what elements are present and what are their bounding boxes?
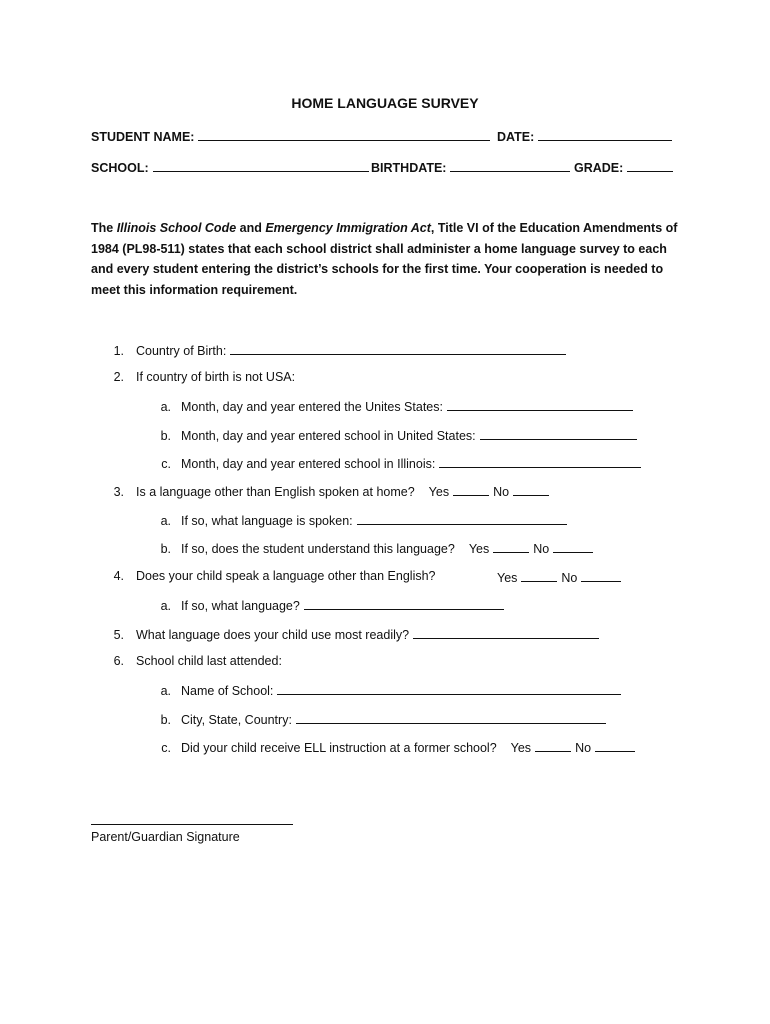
q3-no-field[interactable] — [513, 483, 549, 496]
child-language-field[interactable] — [304, 597, 504, 610]
question-3 — [100, 483, 549, 499]
question-4a — [155, 597, 504, 613]
intro-text-2: and — [236, 221, 266, 235]
question-letter: c. — [161, 741, 171, 755]
question-2a — [155, 398, 633, 414]
q6c-no-field[interactable] — [595, 739, 635, 752]
last-school-name-field[interactable] — [277, 682, 621, 695]
student-name-field[interactable] — [198, 128, 490, 141]
no-label: No — [561, 571, 578, 585]
question-letter: a. — [160, 599, 171, 613]
birthdate-row — [371, 159, 570, 175]
intro-immigration-act: Emergency Immigration Act — [265, 221, 431, 235]
q4-yes-field[interactable] — [521, 569, 557, 582]
entered-us-school-date-field[interactable] — [480, 427, 637, 440]
most-used-language-field[interactable] — [413, 626, 599, 639]
question-2b — [155, 427, 637, 443]
question-text: If so, what language? — [181, 599, 300, 613]
city-state-country-field[interactable] — [296, 711, 606, 724]
question-text: Does your child speak a language other than English? — [136, 569, 436, 583]
language-spoken-field[interactable] — [357, 512, 567, 525]
question-number: 1. — [113, 344, 124, 358]
question-letter: a. — [160, 684, 171, 698]
q3b-yes-field[interactable] — [493, 540, 529, 553]
question-number: 3. — [113, 485, 124, 499]
school-row — [91, 159, 369, 175]
question-3a — [155, 512, 567, 528]
date-label: DATE: — [497, 130, 535, 144]
yes-label: Yes — [468, 542, 490, 556]
date-field[interactable] — [538, 128, 672, 141]
grade-row — [574, 159, 673, 175]
question-number: 2. — [113, 370, 124, 384]
yes-label: Yes — [428, 485, 450, 499]
intro-school-code: Illinois School Code — [116, 221, 237, 235]
school-field[interactable] — [153, 159, 369, 172]
question-1 — [100, 342, 566, 358]
intro-text-1: The — [91, 221, 117, 235]
page-title: HOME LANGUAGE SURVEY — [291, 95, 479, 111]
yes-label: Yes — [510, 741, 532, 755]
question-text: Did your child receive ELL instruction at a former school? — [181, 741, 497, 755]
question-4-answers — [497, 569, 621, 585]
question-text: If so, what language is spoken: — [181, 514, 353, 528]
question-5 — [100, 626, 599, 642]
question-number: 4. — [113, 569, 124, 583]
q3-yes-field[interactable] — [453, 483, 489, 496]
question-letter: b. — [160, 713, 171, 727]
yes-label: Yes — [497, 571, 518, 585]
birthdate-field[interactable] — [450, 159, 570, 172]
question-text: Month, day and year entered the Unites States: — [181, 400, 443, 414]
question-text: Country of Birth: — [136, 344, 227, 358]
question-text: If country of birth is not USA: — [136, 370, 296, 384]
question-text: Month, day and year entered school in United States: — [181, 429, 476, 443]
no-label: No — [493, 485, 510, 499]
question-2c — [155, 455, 641, 471]
intro-text-3: , Title VI of the Education Amendments of 1984 (PL98-511) states that each school district shall administer a home language survey to each and every student entering the district’s schools for the first time. Your cooperation is needed to meet this information requirement. — [91, 221, 678, 297]
signature-label: Parent/Guardian Signature — [91, 830, 240, 844]
question-letter: b. — [160, 429, 171, 443]
question-letter: a. — [160, 514, 171, 528]
no-label: No — [533, 542, 550, 556]
question-number: 6. — [113, 654, 124, 668]
student-name-label: STUDENT NAME: — [91, 130, 195, 144]
question-6c — [155, 739, 635, 755]
entered-us-date-field[interactable] — [447, 398, 633, 411]
question-text: Name of School: — [181, 684, 274, 698]
question-2 — [100, 370, 295, 384]
question-text: Is a language other than English spoken at home? — [136, 485, 415, 499]
intro-paragraph — [91, 218, 681, 300]
question-4 — [100, 569, 436, 583]
question-letter: b. — [160, 542, 171, 556]
question-3b — [155, 540, 593, 556]
grade-field[interactable] — [627, 159, 673, 172]
entered-illinois-school-date-field[interactable] — [439, 455, 641, 468]
q6c-yes-field[interactable] — [535, 739, 571, 752]
date-row — [497, 128, 672, 144]
birthdate-label: BIRTHDATE: — [371, 161, 447, 175]
q4-no-field[interactable] — [581, 569, 621, 582]
question-text: If so, does the student understand this language? — [181, 542, 455, 556]
question-letter: c. — [161, 457, 171, 471]
question-text: School child last attended: — [136, 654, 282, 668]
country-of-birth-field[interactable] — [230, 342, 566, 355]
signature-line[interactable] — [91, 824, 293, 825]
student-name-row — [91, 128, 490, 144]
question-text: Month, day and year entered school in Illinois: — [181, 457, 436, 471]
question-letter: a. — [160, 400, 171, 414]
q3b-no-field[interactable] — [553, 540, 593, 553]
school-label: SCHOOL: — [91, 161, 149, 175]
no-label: No — [575, 741, 592, 755]
question-text: What language does your child use most readily? — [136, 628, 410, 642]
question-6a — [155, 682, 621, 698]
question-6 — [100, 654, 282, 668]
question-text: City, State, Country: — [181, 713, 292, 727]
question-6b — [155, 711, 606, 727]
grade-label: GRADE: — [574, 161, 624, 175]
question-number: 5. — [113, 628, 124, 642]
